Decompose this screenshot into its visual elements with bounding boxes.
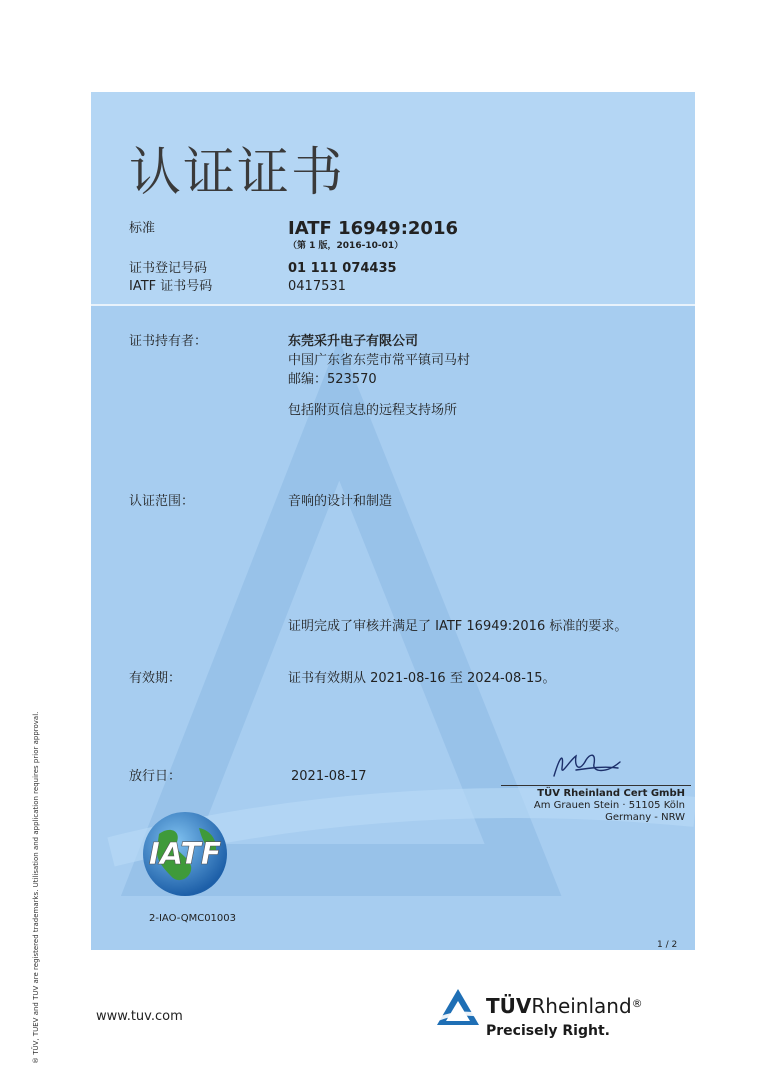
standard-edition: （第 1 版，2016-10-01） xyxy=(288,241,404,251)
registration-number-label: 证书登记号码 xyxy=(129,261,208,276)
tuv-triangle-logo-icon xyxy=(434,987,482,1027)
website-link[interactable]: www.tuv.com xyxy=(96,1009,183,1024)
holder-name: 东莞采升电子有限公司 xyxy=(288,334,419,349)
tuv-brand-rest: Rheinland xyxy=(531,994,632,1018)
scope-label: 认证范围： xyxy=(129,494,195,509)
trademark-note: ® TÜV, TUEV and TUV are registered trademarks. Utilisation and application requires prior approval. xyxy=(32,711,40,1064)
holder-postcode: 邮编：523570 xyxy=(288,372,377,387)
tuv-brand-registered: ® xyxy=(631,997,643,1010)
tuv-brand-bold: TÜV xyxy=(486,994,532,1018)
holder-note: 包括附页信息的远程支持场所 xyxy=(288,403,458,418)
holder-label: 证书持有者： xyxy=(129,334,208,349)
certificate-panel xyxy=(91,92,695,950)
validity-label: 有效期： xyxy=(129,671,182,686)
holder-address: 中国广东省东莞市常平镇司马村 xyxy=(288,353,471,368)
iatf-globe-logo-icon xyxy=(129,804,241,900)
issuer-address-line2: Germany - NRW xyxy=(605,812,685,823)
signature-icon xyxy=(546,746,626,786)
registration-number-value: 01 111 074435 xyxy=(288,261,397,276)
tuv-brand xyxy=(486,994,643,1018)
tuv-slogan: Precisely Right. xyxy=(486,1023,610,1039)
iatf-logo-text: IATF xyxy=(148,837,222,872)
standard-label: 标准 xyxy=(129,221,156,236)
issue-date-value: 2021-08-17 xyxy=(291,769,367,784)
issuer-address-line1: Am Grauen Stein · 51105 Köln xyxy=(533,800,685,811)
signature-line xyxy=(501,785,691,786)
certificate-title: 认证证书 xyxy=(129,143,346,203)
page-number: 1 / 2 xyxy=(657,940,678,950)
issue-date-label: 放行日： xyxy=(129,769,182,784)
validity-value: 证书有效期从 2021-08-16 至 2024-08-15。 xyxy=(288,671,556,686)
scope-value: 音响的设计和制造 xyxy=(288,494,393,509)
iatf-number-value: 0417531 xyxy=(288,279,346,294)
standard-value: IATF 16949:2016 xyxy=(288,218,458,239)
iatf-number-label: IATF 证书号码 xyxy=(129,279,213,294)
iatf-code: 2-IAO-QMC01003 xyxy=(149,913,237,924)
audit-statement: 证明完成了审核并满足了 IATF 16949:2016 标准的要求。 xyxy=(288,619,628,634)
issuer-block xyxy=(501,788,685,824)
issuer-name: TÜV Rheinland Cert GmbH xyxy=(537,788,685,799)
